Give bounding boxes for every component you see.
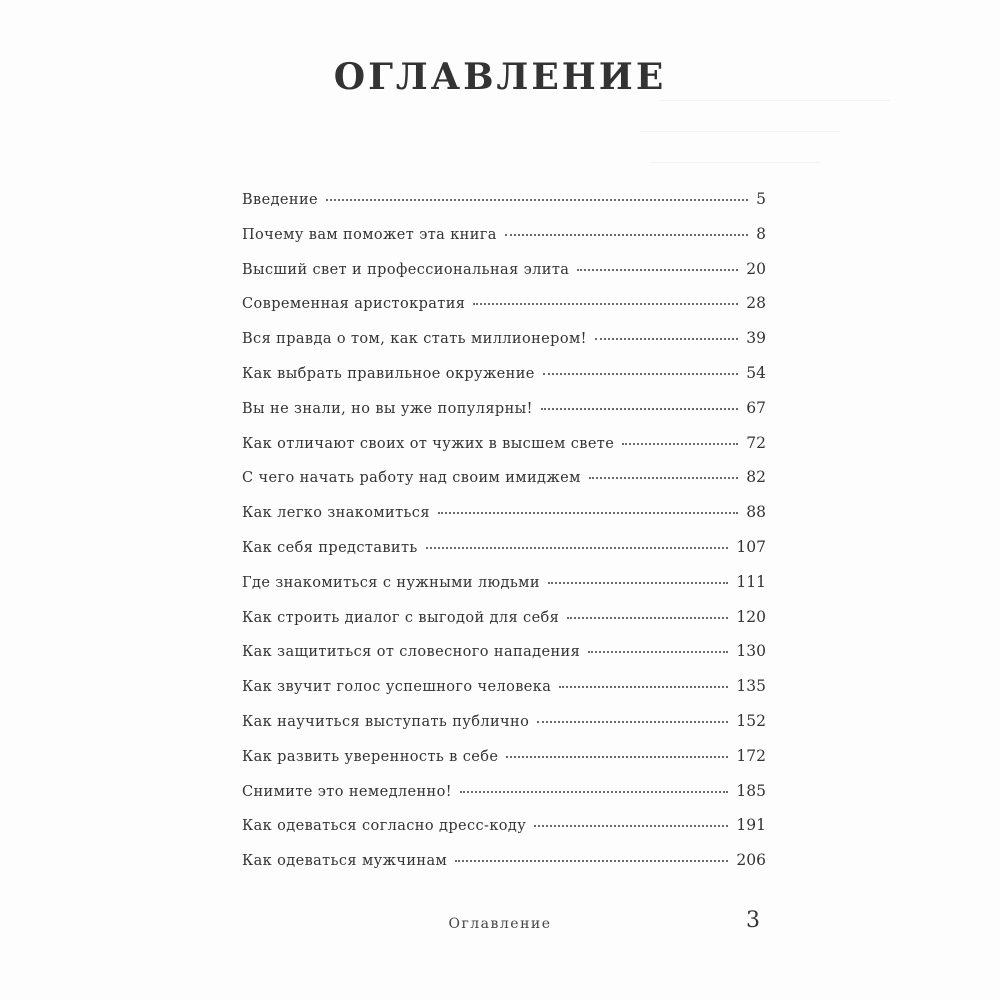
toc-entry <box>242 468 766 503</box>
dot-leader <box>460 791 728 793</box>
toc-entry-title: Как выбрать правильное окружение <box>242 365 535 382</box>
toc-entry-title: Где знакомиться с нужными людьми <box>242 574 540 591</box>
toc-entry-title: Современная аристократия <box>242 296 466 313</box>
dot-leader <box>541 408 738 410</box>
dot-leader <box>559 686 728 688</box>
toc-entry-page-number: 172 <box>736 746 766 765</box>
toc-entry-title: Почему вам поможет эта книга <box>242 226 497 243</box>
toc-entry-page-number: 191 <box>736 816 766 835</box>
toc-entry <box>242 816 766 851</box>
toc-entry-page-number: 206 <box>736 851 766 870</box>
toc-entry-page-number: 107 <box>736 537 766 556</box>
dot-leader <box>588 651 728 653</box>
page-number: 3 <box>746 908 760 933</box>
toc-entry-page-number: 130 <box>736 642 766 661</box>
toc-entry <box>242 503 766 538</box>
dot-leader <box>548 582 729 584</box>
toc-entry <box>242 294 766 329</box>
toc-entry <box>242 434 766 469</box>
dot-leader <box>595 338 738 340</box>
toc-entry <box>242 260 766 295</box>
toc-entry-page-number: 54 <box>746 363 766 382</box>
toc-entry-title: Как одеваться мужчинам <box>242 853 448 870</box>
toc-entry-page-number: 135 <box>736 677 766 696</box>
dot-leader <box>438 512 738 514</box>
toc-entry <box>242 642 766 677</box>
dot-leader <box>534 825 728 827</box>
toc-entry-title: Как научиться выступать публично <box>242 713 530 730</box>
toc-entry <box>242 329 766 364</box>
toc-entry-title: Вы не знали, но вы уже популярны! <box>242 400 533 417</box>
toc-entry <box>242 712 766 747</box>
toc-entry-page-number: 82 <box>746 468 766 487</box>
toc-entry <box>242 608 766 643</box>
dot-leader <box>326 199 748 201</box>
toc-entry-title: Как одеваться согласно дресс-коду <box>242 818 527 835</box>
dot-leader <box>426 547 729 549</box>
dot-leader <box>577 269 738 271</box>
toc-entry <box>242 364 766 399</box>
toc-entry-page-number: 20 <box>746 259 766 278</box>
toc-entry <box>242 677 766 712</box>
toc-entry-title: Снимите это немедленно! <box>242 783 452 800</box>
toc-entry-title: Высший свет и профессиональная элита <box>242 261 570 278</box>
toc-entry <box>242 538 766 573</box>
dot-leader <box>473 303 738 305</box>
toc-entry <box>242 190 766 225</box>
toc-entry-title: Вся правда о том, как стать миллионером! <box>242 331 587 348</box>
toc-entry-title: С чего начать работу над своим имиджем <box>242 470 581 487</box>
toc-entry-page-number: 185 <box>736 781 766 800</box>
dot-leader <box>589 477 738 479</box>
toc-entry <box>242 747 766 782</box>
toc-entry <box>242 851 766 886</box>
toc-entry-title: Как легко знакомиться <box>242 505 430 522</box>
toc-entry-page-number: 5 <box>756 190 766 208</box>
dot-leader <box>543 373 738 375</box>
toc-entry-title: Как защититься от словесного нападения <box>242 644 581 661</box>
dot-leader <box>567 617 728 619</box>
dot-leader <box>505 234 748 236</box>
toc-entry-page-number: 152 <box>736 711 766 730</box>
dot-leader <box>455 860 728 862</box>
toc-entry-page-number: 88 <box>746 503 766 522</box>
dot-leader <box>537 721 728 723</box>
toc-entry-page-number: 28 <box>746 294 766 313</box>
toc-entry-title: Как звучит голос успешного человека <box>242 679 552 696</box>
toc-entry-page-number: 72 <box>746 433 766 452</box>
toc-entry-page-number: 120 <box>736 607 766 626</box>
page-title: ОГЛАВЛЕНИЕ <box>333 56 667 98</box>
toc-entry-page-number: 8 <box>756 224 766 243</box>
toc-entry-page-number: 111 <box>736 572 766 591</box>
toc-entry-title: Как отличают своих от чужих в высшем свете <box>242 435 615 452</box>
dot-leader <box>506 756 728 758</box>
toc-entry <box>242 782 766 817</box>
toc-entry-title: Как развить уверенность в себе <box>242 748 499 765</box>
dot-leader <box>622 443 738 445</box>
table-of-contents <box>242 190 766 886</box>
toc-entry-title: Как строить диалог с выгодой для себя <box>242 609 560 626</box>
toc-entry-page-number: 39 <box>746 329 766 348</box>
toc-entry-page-number: 67 <box>746 398 766 417</box>
toc-entry <box>242 399 766 434</box>
toc-entry <box>242 573 766 608</box>
running-footer-title: Оглавление <box>448 916 552 932</box>
toc-entry-title: Как себя представить <box>242 539 418 556</box>
toc-entry-title: Введение <box>242 192 319 208</box>
toc-entry <box>242 225 766 260</box>
